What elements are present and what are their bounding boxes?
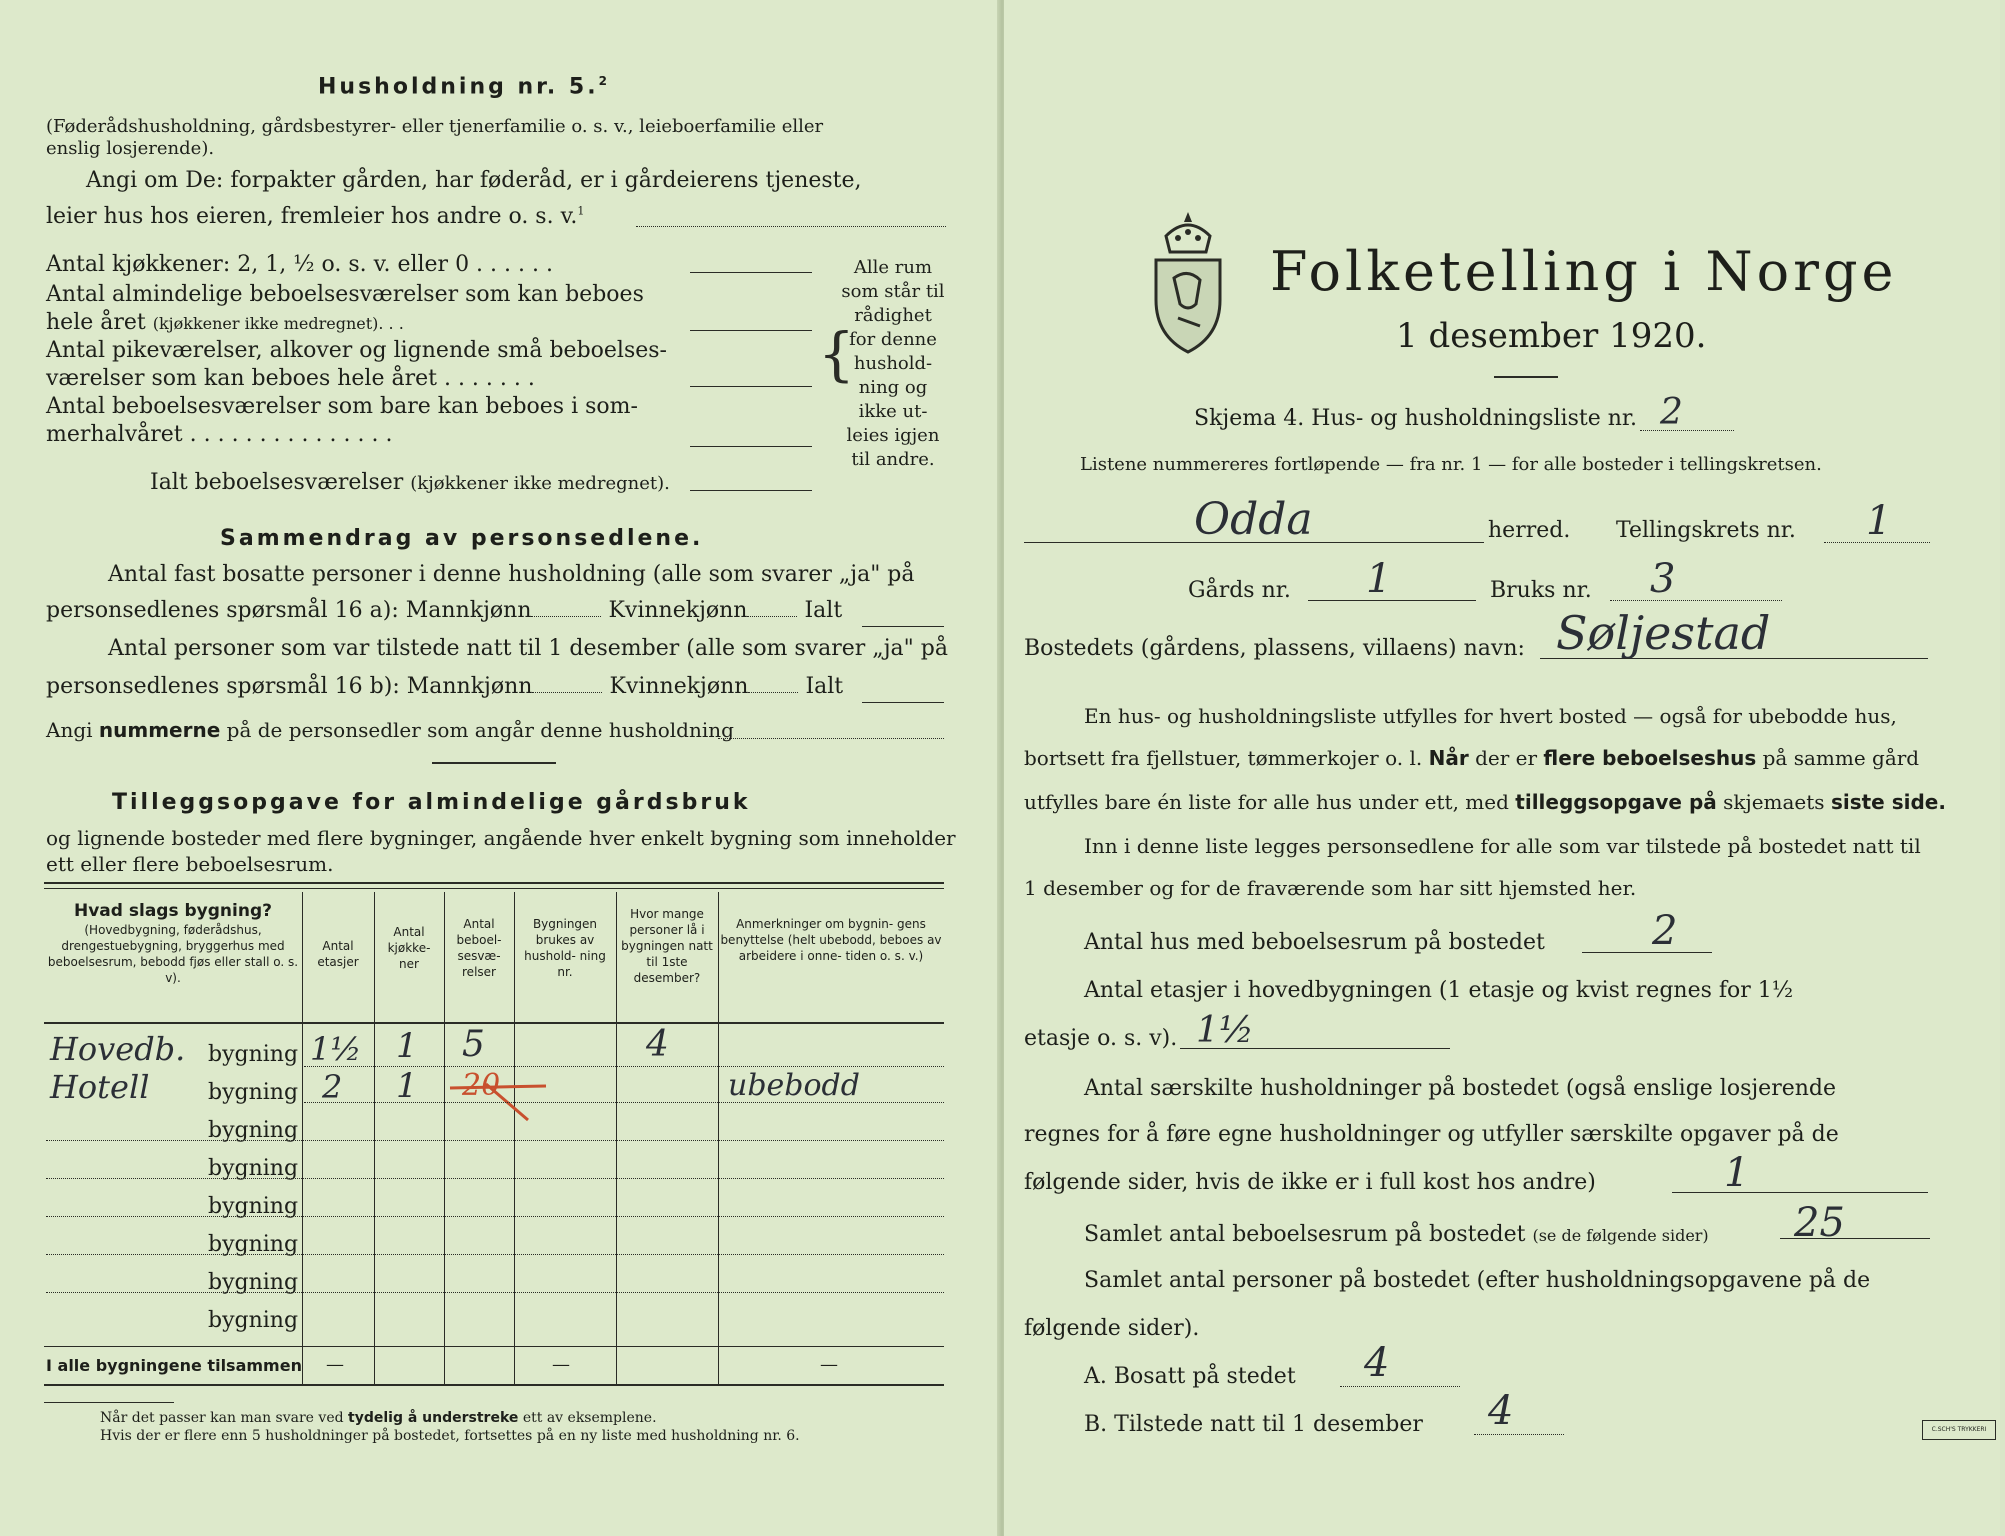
angi-line-2: leier hus hos eieren, fremleier hos andre o. s. v.$^1$ [46, 204, 585, 229]
total-dash-husholdning: — [552, 1354, 570, 1375]
row-label: bygning [208, 1194, 299, 1219]
tillegg-line-1: og lignende bosteder med flere bygninger, angående hver enkelt bygning som inneholder [46, 826, 956, 850]
row-label: bygning [208, 1042, 299, 1067]
samlet-rum-value[interactable]: 25 [1794, 1200, 1845, 1246]
row-rule [46, 1140, 944, 1141]
bosted-label: Bostedets (gårdens, plassens, villaens) navn: [1024, 636, 1525, 661]
tilstede-line-1: Antal personer som var tilstede natt til 1 desember (alle som svarer „ja" på [108, 636, 948, 661]
etasjer-value[interactable]: 1½ [1196, 1010, 1254, 1051]
ialt-label: Ialt beboelsesværelser (kjøkkener ikke medregnet). [150, 470, 670, 495]
total-row-label: I alle bygningene tilsammen [46, 1356, 302, 1375]
fast-ialt-fill[interactable] [862, 626, 944, 627]
bosatt-label: A. Bosatt på stedet [1084, 1364, 1296, 1389]
tilstede-label: B. Tilstede natt til 1 desember [1084, 1412, 1423, 1437]
bosatt-value[interactable]: 4 [1364, 1340, 1390, 1386]
alm-fill-line[interactable] [690, 330, 812, 331]
col-header-type: Hvad slags bygning? (Hovedbygning, føderådshus, drengestuebygning, bryggerhus med beboelsesrum, bebodd fjøs eller stall o. s. v). [47, 901, 299, 985]
saerskilte-line-2: regnes for å føre egne husholdninger og utfyller særskilte opgaver på de [1024, 1122, 1839, 1147]
title-divider [1494, 376, 1558, 378]
row-vaerelser[interactable]: 20 [462, 1068, 501, 1103]
tilstede-value[interactable]: 4 [1488, 1388, 1514, 1434]
tilstede-line-2: personsedlenes spørsmål 16 b): Mannkjønn Kvinnekjønn Ialt [46, 674, 844, 699]
household-heading: Husholdning nr. 5.$^2$ [318, 74, 610, 100]
footnote-rule [44, 1402, 174, 1403]
saerskilte-fill [1672, 1192, 1928, 1193]
bruks-value[interactable]: 3 [1650, 556, 1676, 602]
gards-label: Gårds nr. [1188, 578, 1291, 603]
col-header-kjokkener: Antal kjøkke- ner [387, 925, 431, 971]
listene-note: Listene nummereres fortløpende — fra nr. 1 — for alle bosteder i tellingskretsen. [1080, 454, 1822, 475]
sommer-fill-line[interactable] [690, 446, 812, 447]
herred-value[interactable]: Odda [1194, 494, 1313, 545]
col-sep-6 [718, 892, 719, 1384]
samlet-rum-fill [1780, 1238, 1930, 1239]
row-label: bygning [208, 1232, 299, 1257]
form-title: Folketelling i Norge [1270, 240, 1898, 303]
col-sep-1 [302, 892, 303, 1384]
form-date: 1 desember 1920. [1396, 316, 1707, 356]
row-personer[interactable]: 4 [646, 1024, 669, 1065]
row-label: bygning [208, 1156, 299, 1181]
alm-line-1: Antal almindelige beboelsesværelser som kan beboes [46, 282, 644, 307]
etasjer-line-1: Antal etasjer i hovedbygningen (1 etasje og kvist regnes for 1½ [1084, 978, 1794, 1003]
info-line-1: En hus- og husholdningsliste utfylles for hvert bosted — også for ubebodde hus, [1084, 704, 1897, 728]
kjokkener-fill-line[interactable] [690, 272, 812, 273]
info-line-4: Inn i denne liste legges personsedlene for alle som var tilstede på bostedet natt til [1084, 834, 1921, 858]
sommer-line-1: Antal beboelsesværelser som bare kan beboes i som- [46, 394, 638, 419]
col-header-anmerkning: Anmerkninger om bygnin- gens benyttelse (helt ubebodd, beboes av arbeidere i onne- tiden o. s. v.) [720, 917, 942, 963]
row-etasjer[interactable]: 2 [322, 1068, 343, 1106]
samlet-rum-label: Samlet antal beboelsesrum på bostedet (se de følgende sider) [1084, 1222, 1709, 1247]
col-sep-3 [444, 892, 445, 1384]
row-rule [46, 1292, 944, 1293]
pike-line-1: Antal pikeværelser, alkover og lignende små beboelses- [46, 338, 667, 363]
bosatt-fill [1340, 1386, 1460, 1387]
skjema-label: Skjema 4. Hus- og husholdningsliste nr. [1194, 406, 1637, 431]
row-kjokkener[interactable]: 1 [396, 1026, 418, 1066]
antal-hus-value[interactable]: 2 [1652, 908, 1678, 954]
row-label: bygning [208, 1118, 299, 1143]
divider [432, 762, 556, 764]
skjema-nr-fill [1640, 430, 1734, 431]
herred-fill [1024, 542, 1484, 543]
row-rule [46, 1178, 944, 1179]
row-rule [46, 1254, 944, 1255]
tilstede-fill [1474, 1434, 1564, 1435]
antal-hus-label: Antal hus med beboelsesrum på bostedet [1084, 930, 1545, 955]
table-top-rule-2 [44, 888, 944, 889]
col-header-personer: Hvor mange personer lå i bygningen natt til 1ste desember? [621, 907, 713, 985]
household-intro-2: enslig losjerende). [46, 138, 215, 159]
bruks-fill [1610, 600, 1782, 601]
info-line-5: 1 desember og for de fraværende som har sitt hjemsted her. [1024, 876, 1637, 900]
bosted-value[interactable]: Søljestad [1556, 606, 1771, 660]
saerskilte-line-1: Antal særskilte husholdninger på bostedet (også enslige losjerende [1084, 1076, 1837, 1101]
row-type[interactable]: Hovedb. [50, 1030, 186, 1068]
row-rule [46, 1216, 944, 1217]
etasjer-fill [1180, 1048, 1450, 1049]
pike-line-2: værelser som kan beboes hele året . . . . . . . [46, 366, 535, 391]
table-total-rule [44, 1346, 944, 1347]
household-intro-1: (Føderådshusholdning, gårdsbestyrer- eller tjenerfamilie o. s. v., leieboerfamilie eller [46, 116, 824, 137]
bosted-fill [1540, 658, 1928, 659]
right-page [1004, 0, 2000, 1536]
alm-line-2: hele året (kjøkkener ikke medregnet). . . [46, 310, 404, 335]
brace-note: Alle rum som står til rådighet for denne hushold- ning og ikke ut- leies igjen til andre. [841, 257, 945, 470]
tellingskrets-value[interactable]: 1 [1866, 498, 1892, 544]
row-anmerkning[interactable]: ubebodd [728, 1068, 860, 1103]
angi-line-1: Angi om De: forpakter gården, har føderåd, er i gårdeierens tjeneste, [86, 168, 862, 193]
tillegg-line-2: ett eller flere beboelsesrum. [46, 852, 334, 876]
gards-value[interactable]: 1 [1366, 556, 1392, 602]
row-rule [304, 1102, 944, 1103]
saerskilte-line-3: følgende sider, hvis de ikke er i full kost hos andre) [1024, 1170, 1596, 1195]
printer-stamp: C.SCH'S TRYKKERI [1922, 1420, 1996, 1440]
angi-fill-line[interactable] [636, 226, 946, 227]
samlet-pers-line-1: Samlet antal personer på bostedet (efter husholdningsopgavene på de [1084, 1268, 1871, 1293]
sommer-line-2: merhalvåret . . . . . . . . . . . . . . . [46, 422, 393, 447]
row-type[interactable]: Hotell [50, 1068, 150, 1106]
row-kjokkener[interactable]: 1 [396, 1066, 418, 1106]
col-sep-4 [514, 892, 515, 1384]
total-dash-etasjer: — [326, 1354, 344, 1375]
col-header-vaerelser: Antal beboel- sesvæ- relser [456, 917, 502, 979]
tilstede-ialt-fill[interactable] [862, 702, 944, 703]
info-line-2: bortsett fra fjellstuer, tømmerkojer o. l. Når der er flere beboelseshus på samme gård [1024, 746, 1920, 770]
tellingskrets-fill [1824, 542, 1930, 543]
ialt-fill-line[interactable] [690, 490, 812, 491]
pike-fill-line[interactable] [690, 386, 812, 387]
tellingskrets-label: Tellingskrets nr. [1616, 518, 1796, 543]
table-top-rule [44, 882, 944, 884]
table-bottom-rule [44, 1384, 944, 1386]
footnote-1: Når det passer kan man svare ved tydelig å understreke ett av eksemplene. [100, 1410, 657, 1426]
table-head-rule [44, 1022, 944, 1024]
col-sep-2 [374, 892, 375, 1384]
coat-of-arms-icon [1148, 208, 1228, 358]
fast-line-1: Antal fast bosatte personer i denne husholdning (alle som svarer „ja" på [108, 562, 915, 587]
col-header-husholdning: Bygningen brukes av hushold- ning nr. [524, 917, 606, 979]
row-label: bygning [208, 1080, 299, 1105]
col-header-etasjer: Antal etasjer [317, 939, 359, 969]
herred-label: herred. [1488, 518, 1571, 543]
col-sep-5 [616, 892, 617, 1384]
total-dash-anmerkning: — [820, 1354, 838, 1375]
angi-nummer-line: Angi nummerne på de personsedler som angår denne husholdning [46, 718, 734, 742]
footnote-2: Hvis der er flere enn 5 husholdninger på bostedet, fortsettes på en ny liste med husholdning nr. 6. [100, 1428, 800, 1444]
etasjer-line-2: etasje o. s. v). [1024, 1026, 1178, 1051]
row-label: bygning [208, 1308, 299, 1333]
skjema-nr[interactable]: 2 [1660, 392, 1683, 433]
kjokkener-label: Antal kjøkkener: 2, 1, ½ o. s. v. eller 0 . . . . . . [46, 252, 553, 277]
fast-line-2: personsedlenes spørsmål 16 a): Mannkjønn Kvinnekjønn Ialt [46, 598, 843, 623]
angi-nummer-fill[interactable] [718, 738, 944, 739]
sammendrag-heading: Sammendrag av personsedlene. [220, 526, 704, 551]
row-etasjer[interactable]: 1½ [310, 1030, 362, 1068]
brace: { [818, 320, 855, 388]
saerskilte-value[interactable]: 1 [1724, 1150, 1750, 1196]
antal-hus-fill [1582, 952, 1712, 953]
left-page [0, 0, 1002, 1536]
info-line-3: utfylles bare én liste for alle hus under ett, med tilleggsopgave på skjemaets siste side. [1024, 790, 1946, 814]
tillegg-heading: Tilleggsopgave for almindelige gårdsbruk [112, 790, 751, 815]
row-label: bygning [208, 1270, 299, 1295]
row-vaerelser[interactable]: 5 [462, 1024, 485, 1065]
gards-fill [1308, 600, 1476, 601]
red-correction-mark [446, 1074, 556, 1134]
bruks-label: Bruks nr. [1490, 578, 1592, 603]
samlet-pers-line-2: følgende sider). [1024, 1316, 1200, 1341]
